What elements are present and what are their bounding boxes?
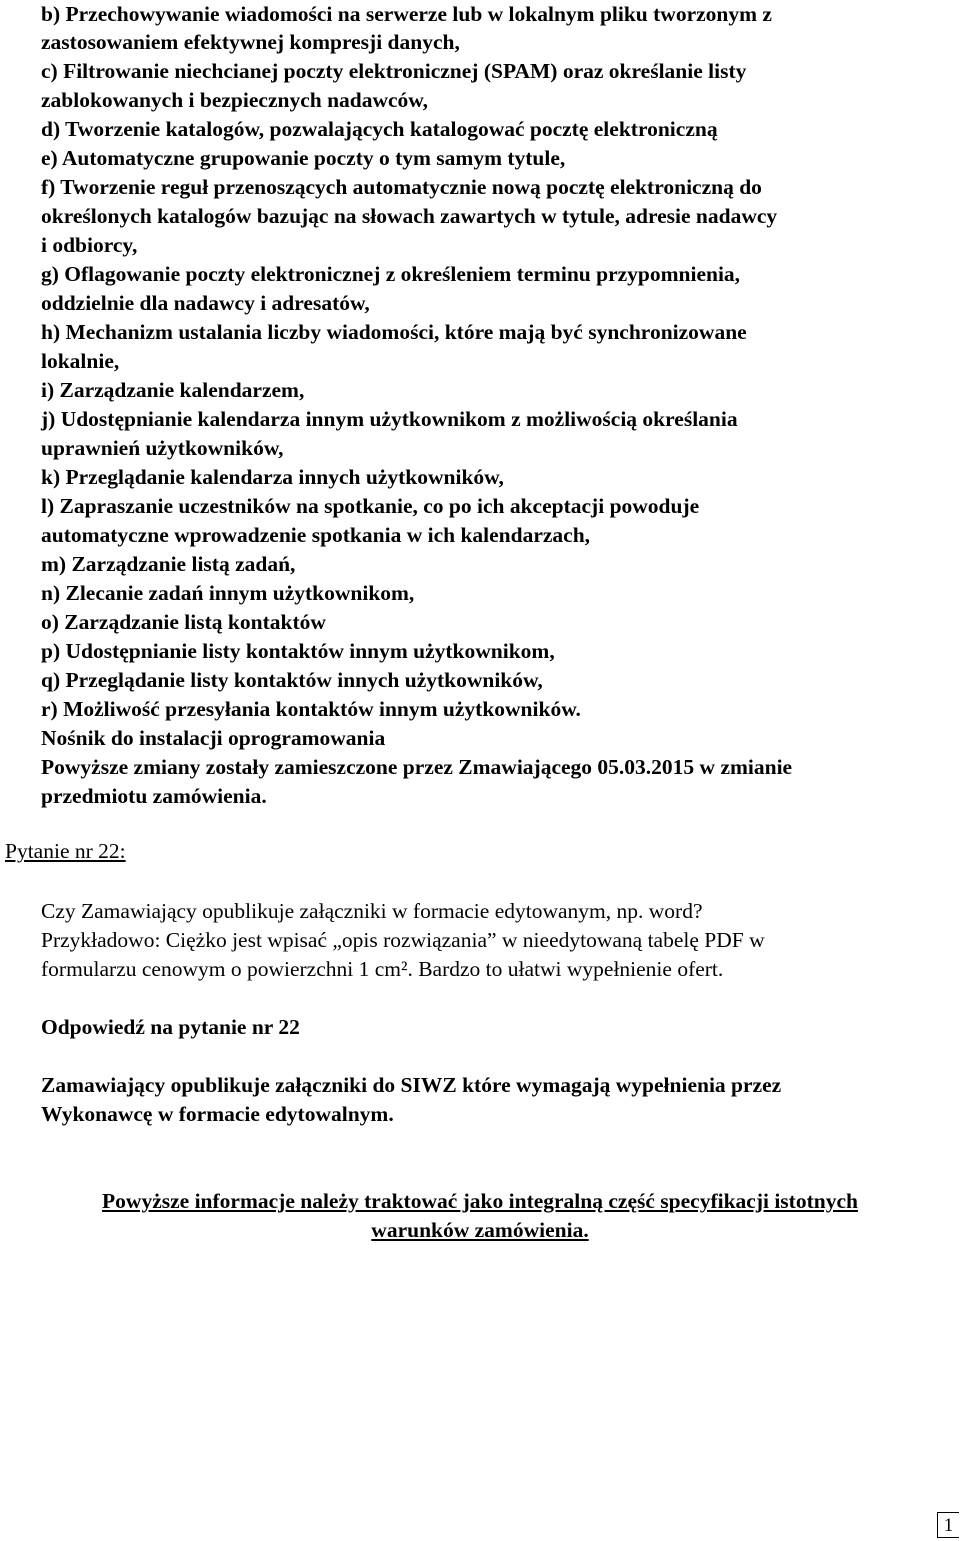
question-text-line-2: Przykładowo: Ciężko jest wpisać „opis rozwiązania” w nieedytowaną tabelę PDF w <box>41 928 765 952</box>
spec-item-j-line-1: j) Udostępnianie kalendarza innym użytkownikom z możliwością określania <box>41 407 738 431</box>
spec-item-f-line-2: określonych katalogów bazując na słowach zawartych w tytule, adresie nadawcy <box>41 204 778 228</box>
spec-item-f-line-1: f) Tworzenie reguł przenoszących automatycznie nową pocztę elektroniczną do <box>41 175 762 199</box>
spec-item-i: i) Zarządzanie kalendarzem, <box>41 378 305 402</box>
page-number: 1 <box>937 1512 959 1538</box>
change-note-line-2: przedmiotu zamówienia. <box>41 784 267 808</box>
question-text-line-1: Czy Zamawiający opublikuje załączniki w formacie edytowanym, np. word? <box>41 899 703 923</box>
spec-item-g-line-1: g) Oflagowanie poczty elektronicznej z określeniem terminu przypomnienia, <box>41 262 741 286</box>
spec-item-g-line-2: oddzielnie dla nadawcy i adresatów, <box>41 291 370 315</box>
answer-heading: Odpowiedź na pytanie nr 22 <box>41 1015 300 1039</box>
spec-item-l-line-2: automatyczne wprowadzenie spotkania w ich kalendarzach, <box>41 523 591 547</box>
question-label: Pytanie nr 22: <box>5 839 126 863</box>
installation-media-heading: Nośnik do instalacji oprogramowania <box>41 726 386 750</box>
spec-item-n: n) Zlecanie zadań innym użytkownikom, <box>41 581 415 605</box>
spec-item-b-line-1: b) Przechowywanie wiadomości na serwerze lub w lokalnym pliku tworzonym z <box>41 2 772 26</box>
spec-item-c-line-1: c) Filtrowanie niechcianej poczty elektronicznej (SPAM) oraz określanie listy <box>41 59 747 83</box>
spec-item-b-line-2: zastosowaniem efektywnej kompresji danych, <box>41 30 460 54</box>
spec-item-l-line-1: l) Zapraszanie uczestników na spotkanie, co po ich akceptacji powoduje <box>41 494 700 518</box>
spec-item-d: d) Tworzenie katalogów, pozwalających katalogować pocztę elektroniczną <box>41 117 718 141</box>
answer-text-line-2: Wykonawcę w formacie edytowalnym. <box>41 1102 394 1126</box>
spec-item-q: q) Przeglądanie listy kontaktów innych użytkowników, <box>41 668 543 692</box>
footer-note-line-1: Powyższe informacje należy traktować jako integralną część specyfikacji istotnych <box>102 1189 858 1213</box>
spec-item-m: m) Zarządzanie listą zadań, <box>41 552 296 576</box>
spec-item-o: o) Zarządzanie listą kontaktów <box>41 610 326 634</box>
spec-item-p: p) Udostępnianie listy kontaktów innym użytkownikom, <box>41 639 555 663</box>
spec-item-k: k) Przeglądanie kalendarza innych użytkowników, <box>41 465 504 489</box>
spec-item-f-line-3: i odbiorcy, <box>41 233 138 257</box>
answer-text-line-1: Zamawiający opublikuje załączniki do SIWZ które wymagają wypełnienia przez <box>41 1073 782 1097</box>
spec-item-e: e) Automatyczne grupowanie poczty o tym samym tytule, <box>41 146 566 170</box>
spec-item-j-line-2: uprawnień użytkowników, <box>41 436 284 460</box>
change-note-line-1: Powyższe zmiany zostały zamieszczone przez Zmawiającego 05.03.2015 w zmianie <box>41 755 793 779</box>
spec-item-h-line-2: lokalnie, <box>41 349 120 373</box>
spec-item-h-line-1: h) Mechanizm ustalania liczby wiadomości, które mają być synchronizowane <box>41 320 747 344</box>
footer-note-line-2: warunków zamówienia. <box>371 1218 589 1242</box>
spec-item-c-line-2: zablokowanych i bezpiecznych nadawców, <box>41 88 429 112</box>
spec-item-r: r) Możliwość przesyłania kontaktów innym użytkowników. <box>41 697 581 721</box>
question-text-line-3: formularzu cenowym o powierzchni 1 cm². Bardzo to ułatwi wypełnienie ofert. <box>41 957 724 981</box>
